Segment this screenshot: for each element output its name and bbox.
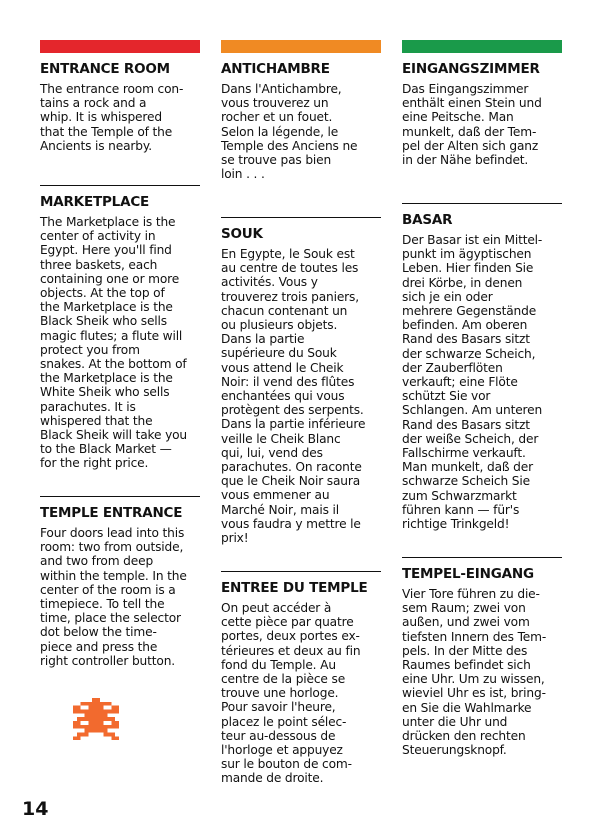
body-line: The Marketplace is the	[40, 215, 176, 229]
section-heading: SOUK	[221, 226, 263, 242]
body-line: der schwarze Scheich,	[402, 346, 536, 361]
body-line: rocher et un fouet.	[221, 110, 333, 125]
body-line: cette pièce par quatre	[221, 615, 354, 630]
section-heading: TEMPEL-EINGANG	[402, 566, 534, 582]
body-line: vous trouverez un	[221, 96, 329, 111]
body-line: containing one or more	[40, 271, 180, 286]
body-line: that the Temple of the	[40, 124, 173, 139]
body-line: Temple des Anciens ne	[221, 138, 358, 153]
body-line: center of the room is a	[40, 582, 176, 597]
section-heading: BASAR	[402, 212, 453, 228]
body-line: führen kann — für's	[402, 502, 520, 517]
body-line: unter die Uhr und	[402, 714, 508, 729]
body-line: right controller button.	[40, 653, 175, 668]
body-line: activités. Vous y	[221, 275, 318, 290]
body-line: Vier Tore führen zu die-	[402, 587, 540, 601]
divider	[40, 185, 200, 186]
body-line: Der Basar ist ein Mittel-	[402, 233, 543, 247]
body-line: eine Uhr. Um zu wissen,	[402, 672, 545, 687]
section-antichambre	[221, 53, 381, 181]
body-line: tiefsten Innern des Tem-	[402, 629, 547, 644]
body-line: trouve une horloge.	[221, 686, 339, 701]
body-line: Selon la légende, le	[221, 124, 339, 139]
body-line: dot below the time-	[40, 625, 157, 640]
body-line: piece and press the	[40, 639, 158, 654]
section-entree-du-temple	[221, 571, 381, 786]
section-eingangszimmer	[402, 53, 562, 167]
body-line: se trouve pas bien	[221, 153, 332, 168]
section-entrance-room	[40, 53, 200, 153]
section-temple-entrance	[40, 496, 200, 668]
body-line: protect you from	[40, 342, 140, 357]
body-line: the Marketplace is the	[40, 300, 173, 315]
body-line: The entrance room con-	[40, 82, 184, 96]
body-line: trouverez trois paniers,	[221, 289, 359, 304]
column-french	[221, 40, 381, 786]
body-line: Leben. Hier finden Sie	[402, 261, 534, 276]
body-line: térieures et deux au fin	[221, 643, 361, 658]
body-line: mehrere Gegenstände	[402, 304, 537, 319]
body-line: enchantées qui vous	[221, 389, 345, 404]
body-line: tains a rock and a	[40, 96, 147, 111]
body-line: portes, deux portes ex-	[221, 629, 360, 644]
body-line: parachutes. It is	[40, 399, 136, 414]
body-line: Marché Noir, mais il	[221, 502, 339, 517]
body-line: vous attend le Cheik	[221, 360, 344, 375]
body-line: to the Black Market —	[40, 442, 172, 457]
section-basar	[402, 203, 562, 531]
body-line: Schlangen. Am unteren	[402, 403, 543, 418]
body-line: vous emmener au	[221, 488, 330, 503]
body-line: der Zauberflöten	[402, 360, 503, 375]
body-line: time, place the selector	[40, 611, 181, 626]
section-heading: EINGANGSZIMMER	[402, 61, 540, 77]
body-line: protègent des serpents.	[221, 403, 364, 418]
color-bar-green	[402, 40, 562, 53]
body-line: zum Schwarzmarkt	[402, 488, 517, 503]
section-body	[402, 233, 562, 531]
body-line: Das Eingangszimmer	[402, 82, 529, 96]
body-line: außen, und zwei vom	[402, 615, 530, 630]
body-line: sur le bouton de com-	[221, 757, 352, 772]
body-line: richtige Trinkgeld!	[402, 517, 510, 532]
body-line: der weiße Scheich, der	[402, 431, 539, 446]
body-line: schwarze Scheich Sie	[402, 474, 530, 489]
body-line: chacun contenant un	[221, 303, 348, 318]
body-line: prix!	[221, 531, 249, 546]
body-line: punkt im ägyptischen	[402, 247, 532, 262]
body-line: sich je ein oder	[402, 289, 493, 304]
body-line: au centre de toutes les	[221, 261, 359, 276]
body-line: Raumes befindet sich	[402, 658, 531, 673]
section-tempel-eingang	[402, 557, 562, 757]
section-body	[40, 215, 200, 471]
body-line: schützt Sie vor	[402, 389, 491, 404]
body-line: mande de droite.	[221, 771, 324, 786]
color-bar-orange	[221, 40, 381, 53]
divider	[402, 557, 562, 558]
body-line: whip. It is whispered	[40, 110, 162, 125]
body-line: supérieure du Souk	[221, 346, 337, 361]
divider	[402, 203, 562, 204]
body-line: room: two from outside,	[40, 540, 184, 555]
divider	[40, 496, 200, 497]
section-marketplace	[40, 185, 200, 471]
section-heading: ENTREE DU TEMPLE	[221, 580, 368, 596]
body-line: qui, lui, vend des	[221, 445, 323, 460]
body-line: l'horloge et appuyez	[221, 743, 343, 758]
body-line: Rand des Basars sitzt	[402, 417, 530, 432]
body-line: placez le point sélec-	[221, 714, 347, 729]
body-line: Dans la partie inférieure	[221, 417, 366, 432]
body-line: que le Cheik Noir saura	[221, 474, 361, 489]
body-line: Four doors lead into this	[40, 526, 185, 540]
section-heading: ANTICHAMBRE	[221, 61, 330, 77]
body-line: whispered that the	[40, 413, 153, 428]
body-line: snakes. At the bottom of	[40, 357, 187, 372]
section-body	[221, 82, 381, 181]
section-body	[402, 82, 562, 167]
body-line: drücken den rechten	[402, 729, 526, 744]
body-line: parachutes. On raconte	[221, 460, 362, 475]
column-english	[40, 40, 200, 668]
body-line: in der Nähe befindet.	[402, 153, 529, 168]
body-line: loin . . .	[221, 167, 265, 182]
body-line: pel der Alten sich ganz	[402, 138, 539, 153]
body-line: Man munkelt, daß der	[402, 460, 533, 475]
body-line: Ancients is nearby.	[40, 138, 152, 153]
color-bar-red	[40, 40, 200, 53]
section-body	[221, 601, 381, 786]
section-body	[221, 247, 381, 545]
page-number: 14	[22, 798, 49, 820]
body-line: vous faudra y mettre le	[221, 516, 361, 531]
body-line: pels. In der Mitte des	[402, 643, 528, 658]
body-line: Rand des Basars sitzt	[402, 332, 530, 347]
section-heading: MARKETPLACE	[40, 194, 150, 210]
body-line: objects. At the top of	[40, 286, 165, 301]
section-body	[402, 587, 562, 757]
divider	[221, 571, 381, 572]
body-line: munkelt, daß der Tem-	[402, 124, 537, 139]
body-line: Black Sheik will take you	[40, 428, 188, 443]
body-line: White Sheik who sells	[40, 385, 170, 400]
pixel-temple-creature-icon	[72, 698, 120, 744]
body-line: sem Raum; zwei von	[402, 601, 526, 616]
divider	[221, 217, 381, 218]
body-line: Egypt. Here you'll find	[40, 243, 172, 258]
body-line: Black Sheik who sells	[40, 314, 167, 329]
body-line: enthält einen Stein und	[402, 96, 542, 111]
body-line: On peut accéder à	[221, 601, 332, 615]
body-line: Pour savoir l'heure,	[221, 700, 336, 715]
body-line: the Marketplace is the	[40, 371, 173, 386]
section-heading: TEMPLE ENTRANCE	[40, 505, 183, 521]
body-line: Steuerungsknopf.	[402, 743, 507, 758]
body-line: fond du Temple. Au	[221, 657, 336, 672]
body-line: within the temple. In the	[40, 568, 187, 583]
body-line: befinden. Am oberen	[402, 318, 528, 333]
body-line: wieviel Uhr es ist, bring-	[402, 686, 546, 701]
body-line: and two from deep	[40, 554, 154, 569]
body-line: centre de la pièce se	[221, 672, 346, 687]
body-line: drei Körbe, in denen	[402, 275, 523, 290]
body-line: verkauft; eine Flöte	[402, 375, 518, 390]
body-line: Fallschirme verkauft.	[402, 446, 526, 461]
body-line: En Egypte, le Souk est	[221, 247, 355, 261]
body-line: timepiece. To tell the	[40, 597, 165, 612]
column-german	[402, 40, 562, 758]
body-line: magic flutes; a flute will	[40, 328, 183, 343]
body-line: three baskets, each	[40, 257, 158, 272]
body-line: teur au-dessous de	[221, 728, 336, 743]
body-line: en Sie die Wahlmarke	[402, 700, 532, 715]
body-line: for the right price.	[40, 456, 149, 471]
section-body	[40, 82, 200, 153]
body-line: veille le Cheik Blanc	[221, 431, 341, 446]
body-line: eine Peitsche. Man	[402, 110, 514, 125]
body-line: ou plusieurs objets.	[221, 318, 338, 333]
body-line: center of activity in	[40, 229, 156, 244]
section-body	[40, 526, 200, 668]
section-heading: ENTRANCE ROOM	[40, 61, 170, 77]
body-line: Dans la partie	[221, 332, 305, 347]
section-souk	[221, 217, 381, 545]
body-line: Dans l'Antichambre,	[221, 82, 342, 96]
body-line: Noir: il vend des flûtes	[221, 374, 355, 389]
